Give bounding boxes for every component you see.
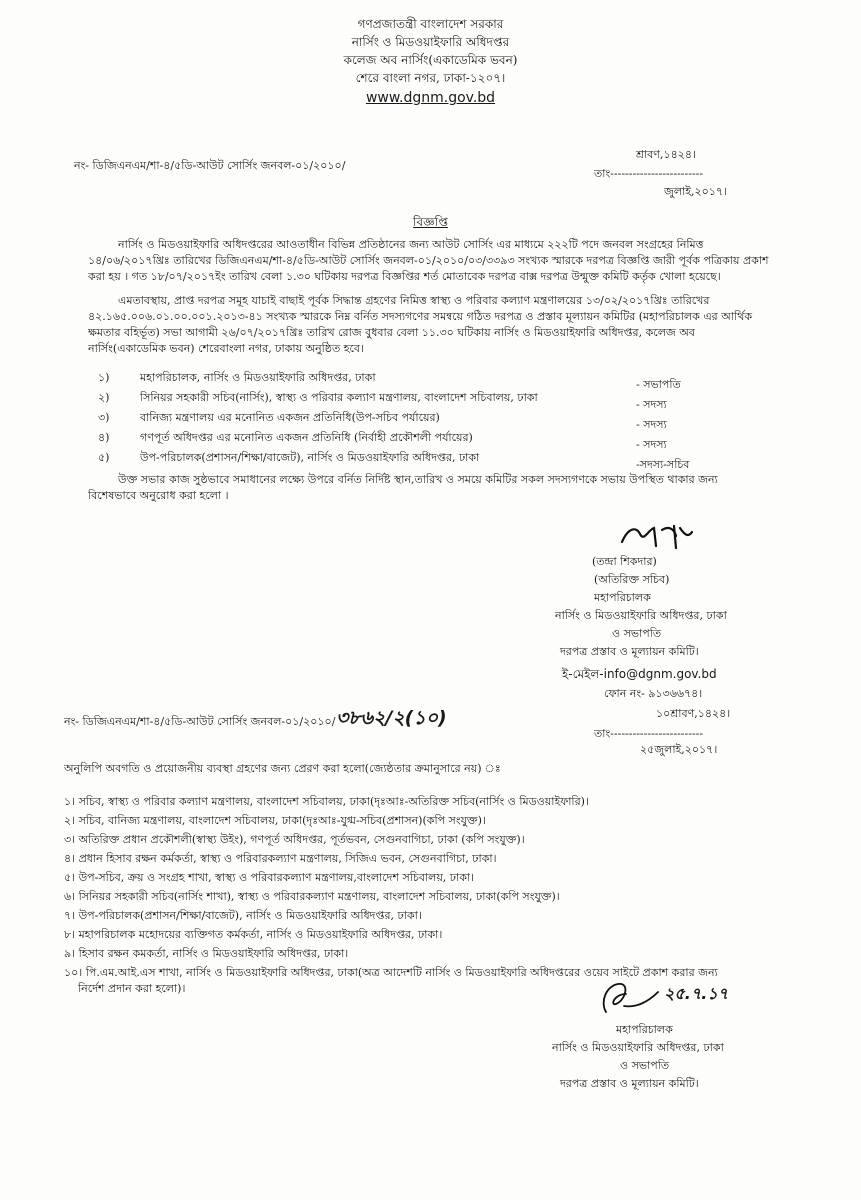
member-number: ৩) xyxy=(98,411,110,424)
memo-date-bangla: শ্রাবণ,১৪২৪। xyxy=(636,148,696,161)
list-item: ৭। উপ-পরিচালক(প্রশাসন/শিক্ষা/বাজেট), নার্সিং ও মিডওয়াইফারি অধিদপ্তর, ঢাকা। xyxy=(64,909,422,922)
member-number: ৫) xyxy=(98,451,110,464)
signatory2-office: নার্সিং ও মিডওয়াইফারি অধিদপ্তর, ঢাকা xyxy=(552,1041,724,1054)
list-item: ১০। পি.এম.আই.এস শাখা, নার্সিং ও মিডওয়াইফারি অধিদপ্তর, ঢাকা(অত্র আদেশটি নার্সিং ও মিডওয়াইফারি অধিদপ্তরের ওয়েব সাইটে প্রকাশ করার জন্য xyxy=(64,966,718,979)
copy-date-label: তাং------------------------- xyxy=(594,727,704,740)
notice-title: বিজ্ঞপ্তি xyxy=(413,215,448,229)
notice-para3-line2: বিশেষভাবে অনুরোধ করা হলো । xyxy=(88,489,229,502)
signatory-committee: দরপত্র প্রস্তাব ও মূল্যায়ন কমিটি। xyxy=(560,645,699,658)
notice-para1-line3: করা হয় । গত ১৮/০৭/২০১৭ইং তারিখ বেলা ১.৩০ ঘটিকায় দরপত্র বিজ্ঞপ্তির শর্ত মোতাবেক দরপত্র বাক্স দরপত্র উন্মুক্ত কমিটি কর্তৃক খোলা হয়েছে। xyxy=(88,270,721,283)
signatory2-committee: দরপত্র প্রস্তাব ও মূল্যায়ন কমিটি। xyxy=(560,1077,699,1090)
member-role: - সদস্য xyxy=(636,398,667,411)
list-item: ৩। অতিরিক্ত প্রধান প্রকৌশলী(স্বাস্থ্য উইং), গণপূর্ত অধিদপ্তর, পূর্তভবন, সেগুনবাগিচা, ঢাকা (কপি সংযুক্ত)। xyxy=(64,833,525,846)
copy-intro: অনুলিপি অবগতি ও প্রয়োজনীয় ব্যবস্থা গ্রহণের জন্য প্রেরণ করা হলো(জ্যেষ্ঠতার ক্রমানুসারে নয়) ঃ xyxy=(64,762,501,775)
list-item: ১। সচিব, স্বাস্থ্য ও পরিবার কল্যাণ মন্ত্রণালয়, বাংলাদেশ সচিবালয়, ঢাকা(দৃঃআঃ-অতিরিক্ত সচিব(নার্সিং ও মিডওয়াইফারি)। xyxy=(64,795,589,808)
signature-mark xyxy=(618,520,698,552)
list-item: ৪। প্রধান হিসাব রক্ষন কর্মকর্তা, স্বাস্থ্য ও পরিবারকল্যাণ মন্ত্রণালয়, সিজিএ ভবন, সেগুনবাগিচা, ঢাকা। xyxy=(64,852,497,865)
directorate-name: নার্সিং ও মিডওয়াইফারি অধিদপ্তর xyxy=(351,35,510,49)
member-name: সিনিয়র সহকারী সচিব(নার্সিং), স্বাস্থ্য ও পরিবার কল্যাণ মন্ত্রণালয়, বাংলাদেশ সচিবালয়, ঢাকা xyxy=(140,391,538,404)
notice-para1-line2: ১৪/০৬/২০১৭খ্রিঃ তারিখের ডিজিএনএম/শা-৪/৫ডি-আউট সোর্সিং জনবল-০১/২০১০/০৩/৩৩৯৩ সংখ্যক স্মারকে দরপত্র বিজ্ঞপ্তি জারী পূর্বক পত্রিকায় প্রকাশ xyxy=(88,254,769,267)
member-role: - সদস্য xyxy=(636,418,667,431)
memo-date-english: জুলাই,২০১৭। xyxy=(664,185,727,198)
member-name: বানিজ্য মন্ত্রণালয় এর মনোনিত একজন প্রতিনিধি(উপ-সচিব পর্যায়ের) xyxy=(140,411,440,424)
list-item: ২। সচিব, বানিজ্য মন্ত্রণালয়, বাংলাদেশ সচিবালয়, ঢাকা(দৃঃআঃ-যুগ্ম-সচিব(প্রশাসন)(কপি সংযুক্ত)। xyxy=(64,814,486,827)
list-item: ৬। সিনিয়র সহকারী সচিব(নার্সিং শাখা), স্বাস্থ্য ও পরিবারকল্যাণ মন্ত্রণালয়, বাংলাদেশ সচিবালয়, ঢাকা(কপি সংযুক্ত)। xyxy=(64,890,560,903)
list-item-continuation: নির্দেশ প্রদান করা হলো)। xyxy=(78,982,186,995)
signatory2-chair: ও সভাপতি xyxy=(620,1059,670,1072)
member-name: উপ-পরিচালক(প্রশাসন/শিক্ষা/বাজেট), নার্সিং ও মিডওয়াইফারি অধিদপ্তর, ঢাকা xyxy=(140,451,480,464)
notice-para2-line1: এমতাবস্থায়, প্রাপ্ত দরপত্র সমূহ যাচাই বাছাই পূর্বক সিদ্ধান্ত গ্রহণের নিমিত্ত স্বাস্থ্য ও পরিবার কল্যাণ মন্ত্রণালয়ের ১৩/০২/২০১৭খ্রিঃ তারিখের xyxy=(118,294,710,307)
contact-email[interactable]: ই-মেইল-info@dgnm.gov.bd xyxy=(562,667,717,681)
signatory-office: নার্সিং ও মিডওয়াইফারি অধিদপ্তর, ঢাকা xyxy=(555,609,727,622)
signatory-chair: ও সভাপতি xyxy=(612,627,662,640)
member-number: ৪) xyxy=(98,431,110,444)
signatory-name: (তন্দ্রা শিকদার) xyxy=(592,555,657,568)
member-role: - সদস্য xyxy=(636,438,667,451)
member-number: ২) xyxy=(98,391,110,404)
list-item: ৯। হিসাব রক্ষন কমকর্তা, নার্সিং ও মিডওয়াইফারি অধিদপ্তর, ঢাকা। xyxy=(64,947,349,960)
signatory2-designation: মহাপরিচালক xyxy=(616,1023,673,1036)
notice-para3-line1: উক্ত সভার কাজ সুষ্ঠভাবে সমাধানের লক্ষ্যে উপরে বর্নিত নির্দিষ্ট স্থান,তারিখ ও সময়ে কমিটির সকল সদস্যগণকে সভায় উপস্থিত থাকার জন্য xyxy=(118,473,718,486)
signatory-designation: মহাপরিচালক xyxy=(594,591,651,604)
signatory-rank: (অতিরিক্ত সচিব) xyxy=(594,573,670,586)
notice-para1-line1: নার্সিং ও মিডওয়াইফারি অধিদপ্তরের আওতাধীন বিভিন্ন প্রতিষ্ঠানের জন্য আউট সোর্সিং এর মাধ্যমে ২২২টি পদে জনবল সংগ্রহের নিমিত্ত xyxy=(118,238,704,251)
memo-number: নং- ডিজিএনএম/শা-৪/৫ডি-আউট সোর্সিং জনবল-০১/২০১০/ xyxy=(74,159,346,172)
college-name: কলেজ অব নার্সিং(একাডেমিক ভবন) xyxy=(343,53,518,67)
signature-date: ২৫.৭.১৭ xyxy=(664,984,729,1003)
copy-memo-handwritten-number: ৩৮৬২/২(১০) xyxy=(336,707,447,729)
copy-memo-number: নং- ডিজিএনএম/শা-৪/৫ডি-আউট সোর্সিং জনবল-০১/২০১০/ xyxy=(64,715,336,728)
member-name: মহাপরিচালক, নার্সিং ও মিডওয়াইফারি অধিদপ্তর, ঢাকা xyxy=(140,371,376,384)
copy-date-english: ২৫জুলাই,২০১৭। xyxy=(640,743,718,756)
website-link[interactable]: www.dgnm.gov.bd xyxy=(365,90,496,106)
member-role: - সভাপতি xyxy=(636,378,681,391)
notice-para2-line2: ৪২.১৬৫.০০৬.০১.০০.০০১.২০১৩-৪১ সংখ্যক স্মারকে নিম্ন বর্নিত সদস্যগণের সমন্বয়ে গঠিত দরপত্র ও প্রস্তাব মূল্যায়ন কমিটির (মহাপরিচালক এর আর্থিক xyxy=(88,310,753,323)
contact-phone: ফোন নং- ৯১৩৬৬৭৪। xyxy=(604,687,703,700)
government-name: গণপ্রজাতন্ত্রী বাংলাদেশ সরকার xyxy=(357,17,504,31)
list-item: ৮। মহাপরিচালক মহোদয়ের ব্যক্তিগত কর্মকর্তা, নার্সিং ও মিডওয়াইফারি অধিদপ্তর, ঢাকা। xyxy=(64,928,443,941)
notice-para2-line3: ক্ষমতার বহির্ভূত) সভা আগামী ২৬/০৭/২০১৭খ্রিঃ তারিখ রোজ বুধবার বেলা ১১.৩০ ঘটিকায় নার্সিং ও মিডওয়াইফারি অধিদপ্তর, কলেজ অব xyxy=(88,326,695,339)
copy-date-bangla: ১০শ্রাবণ,১৪২৪। xyxy=(656,707,731,720)
list-item: ৫। উপ-সচিব, ক্রয় ও সংগ্রহ শাখা, স্বাস্থ্য ও পরিবারকল্যাণ মন্ত্রণালয়,বাংলাদেশ সচিবালয়, ঢাকা। xyxy=(64,871,475,884)
notice-para2-line4: নার্সিং(একাডেমিক ভবন) শেরেবাংলা নগর, ঢাকায় অনুষ্ঠিত হবে। xyxy=(88,342,364,355)
member-number: ১) xyxy=(98,371,110,384)
memo-date-label: তাং------------------------- xyxy=(594,167,704,180)
member-name: গণপূর্ত অধিদপ্তর এর মনোনিত একজন প্রতিনিধি (নির্বাহী প্রকৌশলী পর্যায়ের) xyxy=(140,431,473,444)
member-role: -সদস্য-সচিব xyxy=(636,458,690,471)
address: শেরে বাংলা নগর, ঢাকা-১২০৭। xyxy=(355,71,506,85)
